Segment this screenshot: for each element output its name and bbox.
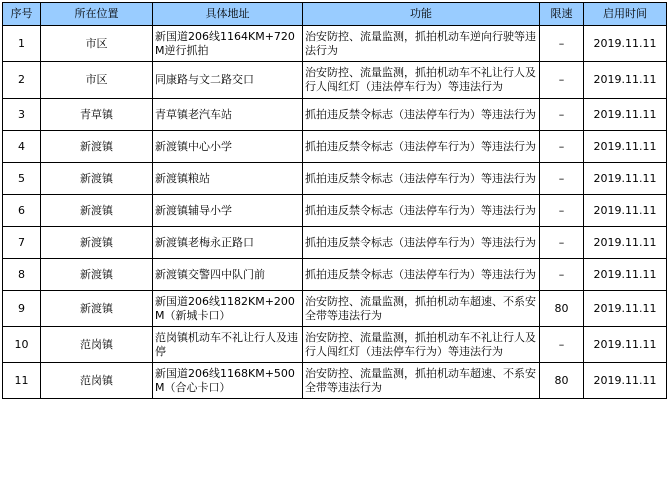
cell-no: 3 (3, 99, 41, 131)
header-address: 具体地址 (153, 3, 303, 26)
header-no: 序号 (3, 3, 41, 26)
cell-date: 2019.11.11 (584, 259, 667, 291)
cell-no: 10 (3, 327, 41, 363)
table-row (3, 26, 667, 62)
cell-date: 2019.11.11 (584, 291, 667, 327)
cell-no: 1 (3, 26, 41, 62)
cell-location: 市区 (41, 26, 153, 62)
cell-location: 范岗镇 (41, 327, 153, 363)
cell-address: 新国道206线1168KM+500M（合心卡口） (153, 363, 303, 399)
cell-function: 治安防控、流量监测，抓拍机动车超速、不系安全带等违法行为 (303, 291, 540, 327)
header-date: 启用时间 (584, 3, 667, 26)
cell-address: 范岗镇机动车不礼让行人及违停 (153, 327, 303, 363)
table-row (3, 99, 667, 131)
cell-no: 8 (3, 259, 41, 291)
cell-function: 治安防控、流量监测，抓拍机动车超速、不系安全带等违法行为 (303, 363, 540, 399)
cell-address: 新国道206线1164KM+720M逆行抓拍 (153, 26, 303, 62)
table-row (3, 227, 667, 259)
header-location: 所在位置 (41, 3, 153, 26)
cell-no: 11 (3, 363, 41, 399)
cell-date: 2019.11.11 (584, 327, 667, 363)
table-row (3, 259, 667, 291)
cell-no: 6 (3, 195, 41, 227)
cell-address: 新国道206线1182KM+200M（新城卡口） (153, 291, 303, 327)
cell-address: 新渡镇老梅永正路口 (153, 227, 303, 259)
cell-no: 4 (3, 131, 41, 163)
cell-speed: – (540, 163, 584, 195)
cell-location: 新渡镇 (41, 291, 153, 327)
cell-location: 新渡镇 (41, 131, 153, 163)
table-row (3, 163, 667, 195)
cell-date: 2019.11.11 (584, 363, 667, 399)
cell-speed: – (540, 26, 584, 62)
header-function: 功能 (303, 3, 540, 26)
cell-address: 青草镇老汽车站 (153, 99, 303, 131)
cell-speed: – (540, 131, 584, 163)
cell-function: 治安防控、流量监测，抓拍机动车不礼让行人及行人闯红灯（违法停车行为）等违法行为 (303, 62, 540, 99)
cell-date: 2019.11.11 (584, 195, 667, 227)
table-row (3, 363, 667, 399)
cell-function: 抓拍违反禁令标志（违法停车行为）等违法行为 (303, 131, 540, 163)
cell-speed: – (540, 259, 584, 291)
cell-no: 9 (3, 291, 41, 327)
cell-speed: – (540, 99, 584, 131)
cell-function: 抓拍违反禁令标志（违法停车行为）等违法行为 (303, 163, 540, 195)
cell-speed: – (540, 327, 584, 363)
cell-location: 新渡镇 (41, 163, 153, 195)
cell-location: 范岗镇 (41, 363, 153, 399)
cell-location: 青草镇 (41, 99, 153, 131)
cell-function: 抓拍违反禁令标志（违法停车行为）等违法行为 (303, 195, 540, 227)
cell-function: 治安防控、流量监测，抓拍机动车逆向行驶等违法行为 (303, 26, 540, 62)
header-row (3, 3, 667, 26)
cell-location: 新渡镇 (41, 227, 153, 259)
cell-location: 市区 (41, 62, 153, 99)
cell-speed: – (540, 195, 584, 227)
table-row (3, 327, 667, 363)
cell-no: 2 (3, 62, 41, 99)
cell-date: 2019.11.11 (584, 26, 667, 62)
cell-function: 抓拍违反禁令标志（违法停车行为）等违法行为 (303, 227, 540, 259)
table-row (3, 131, 667, 163)
cell-speed: – (540, 62, 584, 99)
cell-no: 7 (3, 227, 41, 259)
table-row (3, 195, 667, 227)
cell-function: 抓拍违反禁令标志（违法停车行为）等违法行为 (303, 99, 540, 131)
cell-date: 2019.11.11 (584, 62, 667, 99)
cell-address: 新渡镇粮站 (153, 163, 303, 195)
cell-address: 同康路与文二路交口 (153, 62, 303, 99)
cell-address: 新渡镇中心小学 (153, 131, 303, 163)
table-row (3, 291, 667, 327)
cell-no: 5 (3, 163, 41, 195)
cell-speed: 80 (540, 363, 584, 399)
cell-speed: – (540, 227, 584, 259)
cell-date: 2019.11.11 (584, 163, 667, 195)
cell-function: 治安防控、流量监测，抓拍机动车不礼让行人及行人闯红灯（违法停车行为）等违法行为 (303, 327, 540, 363)
cell-date: 2019.11.11 (584, 99, 667, 131)
cell-address: 新渡镇辅导小学 (153, 195, 303, 227)
table-row (3, 62, 667, 99)
cell-date: 2019.11.11 (584, 131, 667, 163)
cell-location: 新渡镇 (41, 259, 153, 291)
camera-table (2, 2, 667, 399)
cell-location: 新渡镇 (41, 195, 153, 227)
cell-date: 2019.11.11 (584, 227, 667, 259)
header-speed: 限速 (540, 3, 584, 26)
cell-address: 新渡镇交警四中队门前 (153, 259, 303, 291)
cell-function: 抓拍违反禁令标志（违法停车行为）等违法行为 (303, 259, 540, 291)
cell-speed: 80 (540, 291, 584, 327)
